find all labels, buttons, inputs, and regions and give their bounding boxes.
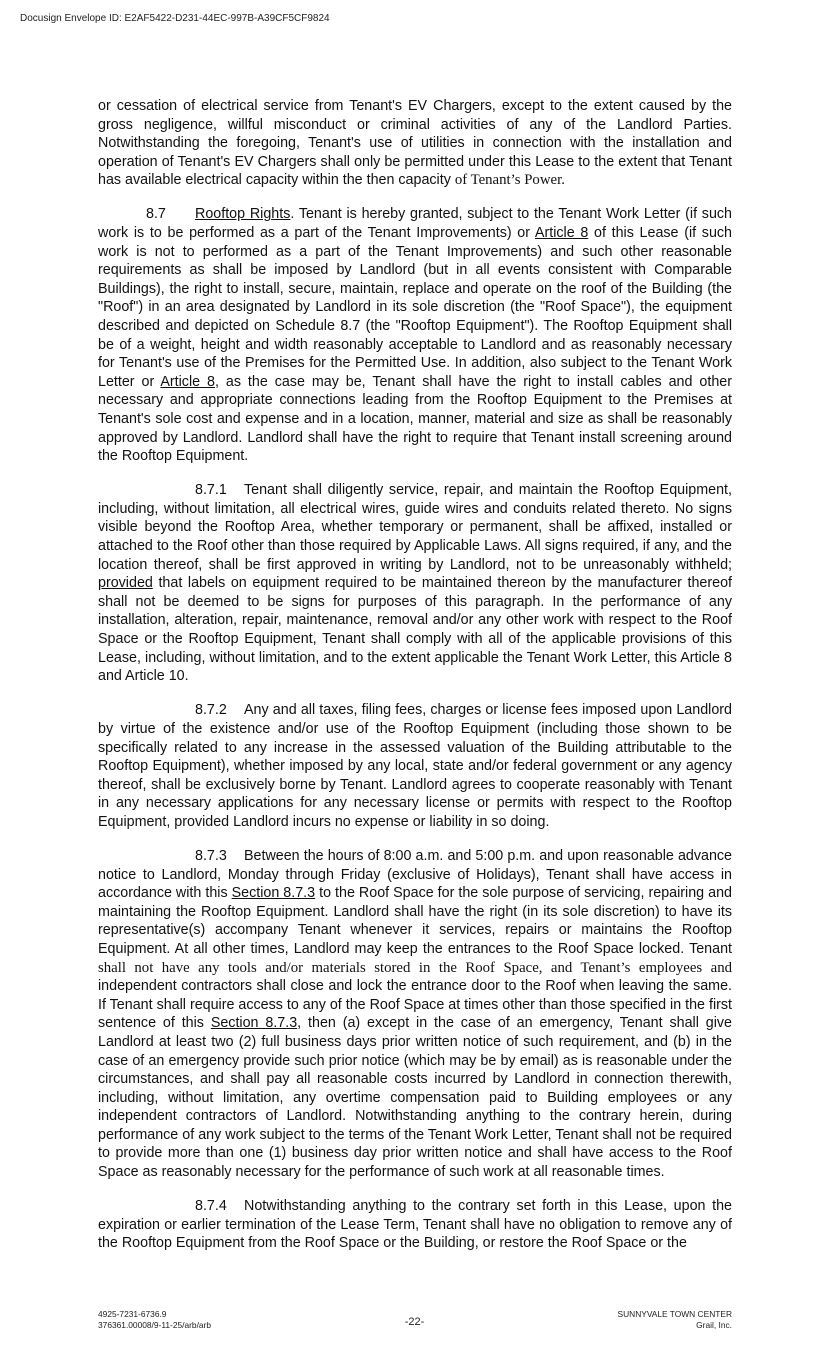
paragraph-text: to the Roof Space for the sole purpose of servicing, repairing and maintaining the Rooftop Equipment. Landlord shall have the right (in its sole discretion) to have its representative(s) accompany Tenant whenever it services, repairs or maintains the Rooftop Equipment. At all other times, Landlord may keep the entrances to the Roof Space locked. Tenant xyxy=(98,885,732,957)
paragraph-ev-chargers xyxy=(98,97,732,190)
paragraph-text: that labels on equipment required to be maintained thereon by the manufacturer thereof shall not be deemed to be signs for purposes of this paragraph. In the performance of any installation, alteration, repair, maintenance, removal and/or any other work with respect to the Roof Space or the Rooftop Equipment, Tenant shall comply with all of the applicable provisions of this Lease, including, without limitation, and to the extent applicable the Tenant Work Letter, this Article 8 and Article 10. xyxy=(98,575,732,685)
section-number: 8.7 xyxy=(146,206,166,223)
paragraph-text-serif: of Tenant’s Power. xyxy=(454,172,565,189)
paragraph-text: Tenant shall diligently service, repair, and maintain the Rooftop Equipment, including, without limitation, all electrical wires, guide wires and conduits related thereto. No signs visible beyond the Rooftop Area, whether temporary or permanent, shall be affixed, installed or attached to the Roof other than those required by Applicable Laws. All signs required, if any, and the location thereof, shall be first approved in writing by Landlord, not to be unreasonably withheld; xyxy=(98,482,732,573)
docusign-envelope-id: Docusign Envelope ID: E2AF5422-D231-44EC-997B-A39CF5CF9824 xyxy=(20,13,330,24)
paragraph-text: . Tenant is hereby granted, subject to the Tenant Work Letter (if such work is to be performed as a part of the Tenant Improvements) or xyxy=(98,206,732,242)
paragraph-text: , then (a) except in the case of an emergency, Tenant shall give Landlord at least two (2) full business days prior written notice of such requirement, and (b) in the case of an emergency provide such prior notice (which may be by email) as is reasonable under the circumstances, and shall pay all reasonable costs incurred by Landlord in connection therewith, including, without limitation, any overtime compensation paid to Building employees or any independent contractors of Landlord. Notwithstanding anything to the contrary herein, during performance of any work subject to the terms of the Tenant Work Letter, Tenant shall not be required to provide more than one (1) business day prior written notice and shall have access to the Roof Space as reasonably necessary for the performance of such work at all reasonable times. xyxy=(98,1015,732,1181)
section-8-7-1 xyxy=(98,481,732,686)
page-number: -22- xyxy=(404,1316,425,1328)
provided-term: provided xyxy=(98,575,153,592)
subsection-number: 8.7.4 xyxy=(195,1198,227,1215)
paragraph-text: independent contractors shall close and lock the entrance door to the Roof when leaving the same. If Tenant shall require access to any of the Roof Space at times other than those specified in the first sentence of this xyxy=(98,978,732,1032)
paragraph-text: or cessation of electrical service from Tenant's EV Chargers, except to the extent caused by the gross negligence, willful misconduct or criminal activities of any of the Landlord Parties. Notwithstanding the foregoing, Tenant's use of utilities in connection with the installation and operation of Tenant's EV Chargers shall only be permitted under this Lease to the extent that Tenant has available electrical capacity within the then capacity xyxy=(98,98,732,189)
document-number: 4925-7231-6736.9 xyxy=(98,1309,167,1319)
article-reference: Article 8 xyxy=(160,373,215,390)
paragraph-text: Any and all taxes, filing fees, charges or license fees imposed upon Landlord by virtue of the existence and/or use of the Rooftop Equipment (including those shown to be specifically related to any increase in the assessed valuation of the Building attributable to the Rooftop Equipment), whether imposed by any local, state and/or federal government or any agency thereof, shall be exclusively borne by Tenant. Landlord agrees to cooperate reasonably with Tenant in any necessary applications for any necessary license or permits with respect to the Rooftop Equipment, provided Landlord incurs no expense or liability in so doing. xyxy=(98,702,732,830)
section-reference: Section 8.7.3 xyxy=(231,885,316,902)
section-8-7-rooftop-rights xyxy=(98,205,732,465)
file-reference: 376361.00008/9-11-25/arb/arb xyxy=(98,1319,211,1330)
subsection-number: 8.7.1 xyxy=(195,482,227,499)
paragraph-text: , as the case may be, Tenant shall have the right to install cables and other necessary and appropriate connections leading from the Rooftop Equipment to the Premises at Tenant's sole cost and expense and in a location, manner, material and size as shall be reasonably approved by Landlord. Landlord shall have the right to require that Tenant install screening around the Rooftop Equipment. xyxy=(98,373,732,465)
section-heading: Rooftop Rights xyxy=(195,206,291,223)
paragraph-text: Notwithstanding anything to the contrary set forth in this Lease, upon the expiration or earlier termination of the Lease Term, Tenant shall have no obligation to remove any of the Rooftop Equipment from the Roof Space or the Building, or restore the Roof Space or the xyxy=(98,1198,732,1252)
subsection-number: 8.7.2 xyxy=(195,702,227,719)
paragraph-text: of this Lease (if such work is not to performed as a part of the Tenant Improvements) and such other reasonable requirements as shall be imposed by Landlord (but in all events consistent with Comparable Buildings), the right to install, secure, maintain, replace and operate on the roof of the Building (the "Roof") in an area designated by Landlord in its sole discretion (the "Roof Space"), the equipment described and depicted on Schedule 8.7 (the "Rooftop Equipment"). The Rooftop Equipment shall be of a weight, height and width reasonably acceptable to Landlord and as reasonably necessary for Tenant's use of the Premises for the Permitted Use. In addition, also subject to the Tenant Work Letter or xyxy=(98,225,732,390)
tenant-name: Grail, Inc. xyxy=(696,1319,732,1330)
article-reference: Article 8 xyxy=(534,225,589,242)
section-reference: Section 8.7.3 xyxy=(210,1015,298,1032)
footer-right xyxy=(618,1309,732,1330)
paragraph-text-serif: shall not have any tools and/or materials stored in the Roof Space, and Tenant’s employees and xyxy=(98,959,732,976)
subsection-number: 8.7.3 xyxy=(195,847,227,864)
section-8-7-2 xyxy=(98,701,732,831)
project-name: SUNNYVALE TOWN CENTER xyxy=(617,1309,732,1319)
paragraph-text: Between the hours of 8:00 a.m. and 5:00 p.m. and upon reasonable advance notice to Landlord, Monday through Friday (exclusive of Holidays), Tenant shall have access in accordance with this xyxy=(98,847,732,902)
section-8-7-3 xyxy=(98,847,732,1182)
section-8-7-4 xyxy=(98,1197,732,1253)
document-body xyxy=(98,97,732,1268)
